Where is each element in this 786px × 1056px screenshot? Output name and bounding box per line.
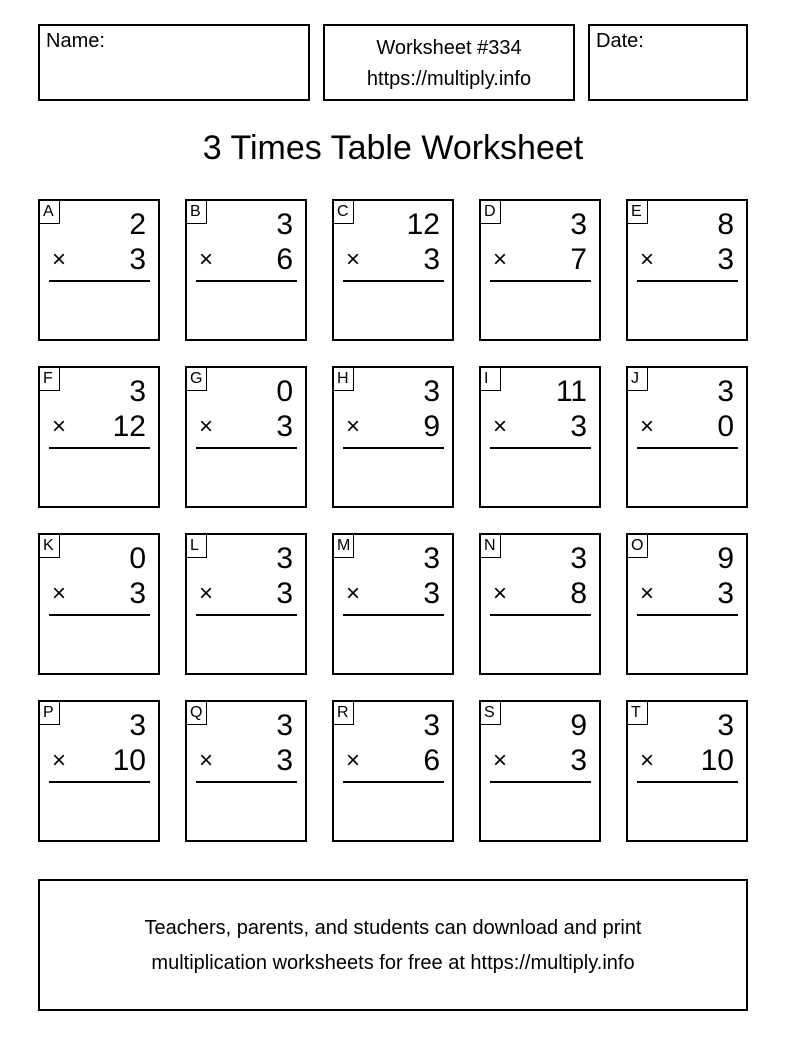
answer-line xyxy=(637,280,738,282)
bottom-factor: 3 xyxy=(276,744,293,777)
top-factor: 8 xyxy=(717,208,734,241)
times-icon: × xyxy=(199,747,214,774)
top-factor: 0 xyxy=(276,375,293,408)
bottom-factor: 3 xyxy=(423,577,440,610)
problem-card[interactable] xyxy=(479,700,601,842)
top-factor: 3 xyxy=(423,709,440,742)
answer-line xyxy=(343,781,444,783)
answer-line xyxy=(343,447,444,449)
bottom-factor: 10 xyxy=(112,744,146,777)
top-factor: 3 xyxy=(717,375,734,408)
top-factor: 3 xyxy=(423,375,440,408)
problem-card[interactable] xyxy=(626,199,748,341)
problem-letter: K xyxy=(40,535,60,558)
problem-card[interactable] xyxy=(479,366,601,508)
problem-card[interactable] xyxy=(626,366,748,508)
times-icon: × xyxy=(346,580,361,607)
footer-line-2: multiplication worksheets for free at https://multiply.info xyxy=(151,952,635,974)
bottom-factor: 3 xyxy=(276,410,293,443)
worksheet-number: Worksheet #334 xyxy=(376,37,522,59)
top-factor: 0 xyxy=(129,542,146,575)
top-factor: 3 xyxy=(276,709,293,742)
problem-letter: H xyxy=(334,368,354,391)
worksheet-info-box xyxy=(323,24,575,101)
answer-line xyxy=(490,614,591,616)
problem-letter: M xyxy=(334,535,354,558)
bottom-factor: 3 xyxy=(717,243,734,276)
problem-card[interactable] xyxy=(185,366,307,508)
bottom-factor: 12 xyxy=(112,410,146,443)
problem-letter: C xyxy=(334,201,354,224)
top-factor: 3 xyxy=(276,542,293,575)
problem-card[interactable] xyxy=(38,700,160,842)
problem-card[interactable] xyxy=(38,199,160,341)
problem-card[interactable] xyxy=(332,700,454,842)
answer-line xyxy=(637,781,738,783)
top-factor: 3 xyxy=(423,542,440,575)
problem-card[interactable] xyxy=(332,366,454,508)
problem-card[interactable] xyxy=(332,533,454,675)
times-icon: × xyxy=(493,747,508,774)
times-icon: × xyxy=(493,246,508,273)
bottom-factor: 3 xyxy=(129,577,146,610)
answer-line xyxy=(49,781,150,783)
top-factor: 3 xyxy=(717,709,734,742)
footer-line-1: Teachers, parents, and students can download and print xyxy=(144,917,642,939)
top-factor: 3 xyxy=(129,375,146,408)
problem-letter: I xyxy=(481,368,501,391)
answer-line xyxy=(49,280,150,282)
answer-line xyxy=(490,280,591,282)
worksheet-url: https://multiply.info xyxy=(366,68,532,90)
bottom-factor: 9 xyxy=(423,410,440,443)
answer-line xyxy=(196,614,297,616)
problem-letter: N xyxy=(481,535,501,558)
problem-letter: T xyxy=(628,702,648,725)
problem-letter: D xyxy=(481,201,501,224)
problem-card[interactable] xyxy=(185,199,307,341)
bottom-factor: 6 xyxy=(423,744,440,777)
problem-card[interactable] xyxy=(185,533,307,675)
problem-letter: L xyxy=(187,535,207,558)
problem-letter: P xyxy=(40,702,60,725)
times-icon: × xyxy=(346,747,361,774)
problem-letter: O xyxy=(628,535,648,558)
problem-card[interactable] xyxy=(38,366,160,508)
problem-letter: E xyxy=(628,201,648,224)
problem-card[interactable] xyxy=(332,199,454,341)
times-icon: × xyxy=(640,747,655,774)
problem-letter: F xyxy=(40,368,60,391)
top-factor: 3 xyxy=(129,709,146,742)
bottom-factor: 0 xyxy=(717,410,734,443)
problem-letter: R xyxy=(334,702,354,725)
answer-line xyxy=(343,280,444,282)
times-icon: × xyxy=(52,747,67,774)
problem-card[interactable] xyxy=(626,700,748,842)
date-field[interactable] xyxy=(588,24,748,101)
answer-line xyxy=(49,447,150,449)
times-icon: × xyxy=(640,413,655,440)
bottom-factor: 3 xyxy=(570,410,587,443)
answer-line xyxy=(490,447,591,449)
problem-card[interactable] xyxy=(626,533,748,675)
answer-line xyxy=(343,614,444,616)
bottom-factor: 3 xyxy=(129,243,146,276)
bottom-factor: 8 xyxy=(570,577,587,610)
times-icon: × xyxy=(199,580,214,607)
problem-card[interactable] xyxy=(185,700,307,842)
times-icon: × xyxy=(493,413,508,440)
answer-line xyxy=(196,280,297,282)
problem-card[interactable] xyxy=(479,199,601,341)
times-icon: × xyxy=(346,413,361,440)
top-factor: 2 xyxy=(129,208,146,241)
page-title: 3 Times Table Worksheet xyxy=(202,129,584,167)
bottom-factor: 10 xyxy=(700,744,734,777)
times-icon: × xyxy=(640,580,655,607)
top-factor: 3 xyxy=(570,542,587,575)
bottom-factor: 7 xyxy=(570,243,587,276)
date-label: Date: xyxy=(596,30,644,52)
answer-line xyxy=(637,447,738,449)
answer-line xyxy=(49,614,150,616)
top-factor: 9 xyxy=(570,709,587,742)
answer-line xyxy=(637,614,738,616)
top-factor: 3 xyxy=(276,208,293,241)
problem-card[interactable] xyxy=(479,533,601,675)
problem-letter: B xyxy=(187,201,207,224)
times-icon: × xyxy=(199,413,214,440)
answer-line xyxy=(196,781,297,783)
name-field[interactable] xyxy=(38,24,310,101)
bottom-factor: 3 xyxy=(570,744,587,777)
footer-box xyxy=(38,879,748,1011)
times-icon: × xyxy=(493,580,508,607)
top-factor: 12 xyxy=(406,208,440,241)
times-icon: × xyxy=(640,246,655,273)
name-label: Name: xyxy=(46,30,105,52)
answer-line xyxy=(196,447,297,449)
answer-line xyxy=(490,781,591,783)
problem-card[interactable] xyxy=(38,533,160,675)
bottom-factor: 3 xyxy=(423,243,440,276)
times-icon: × xyxy=(52,413,67,440)
problem-letter: G xyxy=(187,368,207,391)
bottom-factor: 6 xyxy=(276,243,293,276)
problem-letter: S xyxy=(481,702,501,725)
top-factor: 9 xyxy=(717,542,734,575)
times-icon: × xyxy=(52,246,67,273)
times-icon: × xyxy=(346,246,361,273)
bottom-factor: 3 xyxy=(717,577,734,610)
top-factor: 3 xyxy=(570,208,587,241)
times-icon: × xyxy=(199,246,214,273)
top-factor: 11 xyxy=(555,375,587,408)
problem-letter: Q xyxy=(187,702,207,725)
problem-grid xyxy=(38,199,750,842)
problem-letter: J xyxy=(628,368,648,391)
problem-letter: A xyxy=(40,201,60,224)
times-icon: × xyxy=(52,580,67,607)
bottom-factor: 3 xyxy=(276,577,293,610)
